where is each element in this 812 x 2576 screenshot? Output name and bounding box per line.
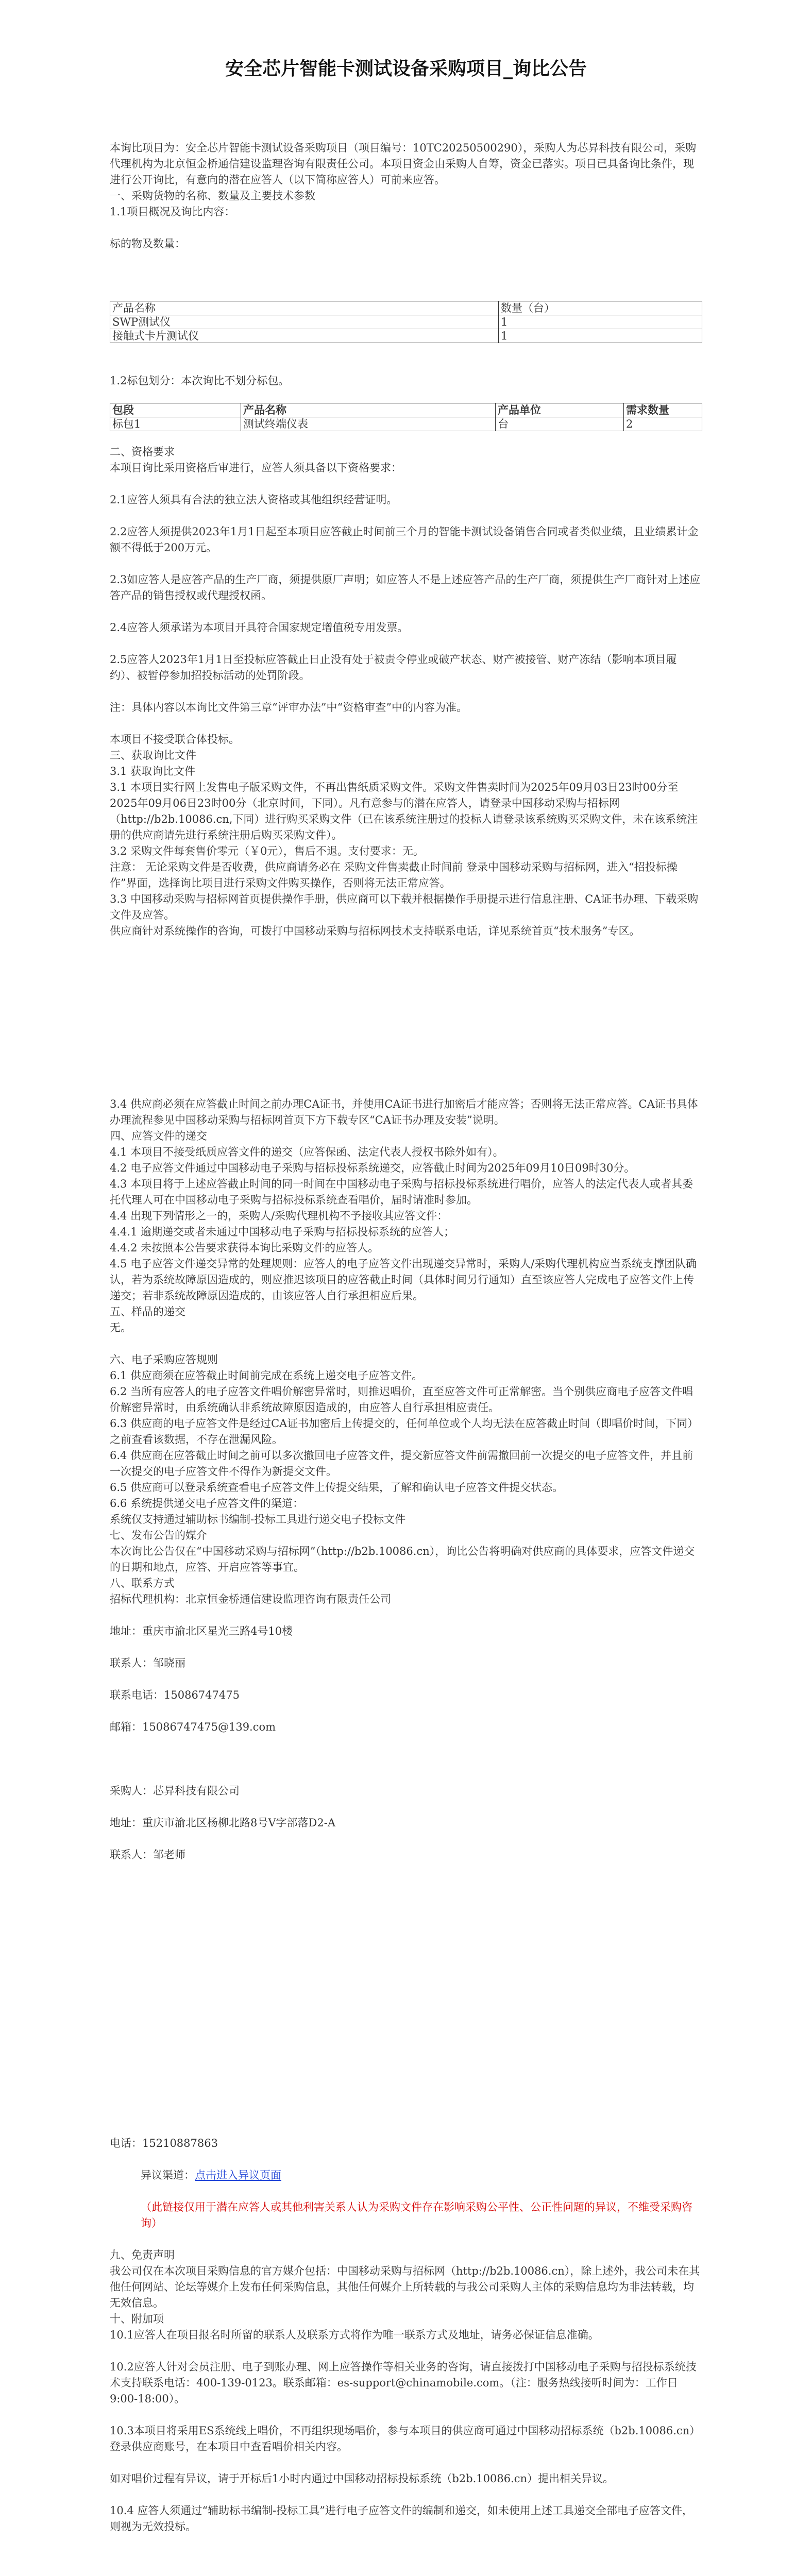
text-line: 4.4.2 未按照本公告要求获得本询比采购文件的应答人。 bbox=[110, 1242, 379, 1254]
blank-line bbox=[110, 604, 702, 620]
objection-section bbox=[110, 2136, 702, 2535]
table-header-row bbox=[110, 403, 702, 417]
table-header-cell: 需求数量 bbox=[624, 403, 702, 417]
blank-line bbox=[110, 2487, 702, 2503]
text-line: 联系人：邹老师 bbox=[110, 1849, 185, 1861]
table-header-row bbox=[110, 301, 702, 315]
table-header-cell: 产品名称 bbox=[241, 403, 496, 417]
submission-section bbox=[110, 1096, 702, 1863]
text-line: 2.1应答人须具有合法的独立法人资格或其他组织经营证明。 bbox=[110, 494, 398, 506]
table-header-cell: 包段 bbox=[110, 403, 241, 417]
blank-line bbox=[110, 1735, 702, 1751]
blank-line bbox=[110, 1799, 702, 1815]
page-title: 安全芯片智能卡测试设备采购项目_询比公告 bbox=[225, 58, 587, 79]
text-line: 联系电话：15086747475 bbox=[110, 1689, 240, 1701]
objection-line bbox=[110, 2167, 702, 2183]
text-line: 本项目不接受联合体投标。 bbox=[110, 733, 240, 745]
text-line: 2.2应答人须提供2023年1月1日起至本项目应答截止时间前三个月的智能卡测试设备销售合同或者类似业绩，且业绩累计金额不得低于200万元。 bbox=[110, 526, 699, 554]
table-row bbox=[110, 329, 702, 343]
table-header-cell: 数量（台） bbox=[499, 301, 702, 315]
table-cell: 台 bbox=[496, 417, 624, 431]
blank-line bbox=[110, 1336, 702, 1352]
text-line: 二、资格要求 bbox=[110, 446, 175, 458]
table-row bbox=[110, 315, 702, 329]
text-line: 10.3本项目将采用ES系统线上唱价，不再组织现场唱价，参与本项目的供应商可通过中国移动招标系统（b2b.10086.cn）登录供应商账号，在本项目中查看唱价相关内容。 bbox=[110, 2425, 701, 2453]
text-line: 6.5 供应商可以登录系统查看电子应答文件上传提交结果，了解和确认电子应答文件提交状态。 bbox=[110, 1481, 564, 1494]
objection-note: （此链接仅用于潜在应答人或其他利害关系人认为采购文件存在影响采购公平性、公正性问题的异议，不维受采购咨询） bbox=[141, 2201, 692, 2229]
table-cell: 测试终端仪表 bbox=[241, 417, 496, 431]
intro-section bbox=[110, 140, 702, 252]
text-line: 6.2 当所有应答人的电子应答文件唱价解密异常时，则推迟唱价，直至应答文件可正常解密。当个别供应商电子应答文件唱价解密异常时，由系统确认非系统故障原因造成的，由应答人自行承担相应责任。 bbox=[110, 1385, 693, 1414]
text-line: 八、联系方式 bbox=[110, 1577, 175, 1589]
text-line: 4.4.1 逾期递交或者未通过中国移动电子采购与招标投标系统的应答人； bbox=[110, 1226, 455, 1238]
package-division-section bbox=[110, 373, 702, 389]
package-table bbox=[110, 403, 702, 431]
objection-label: 异议渠道： bbox=[141, 2169, 195, 2181]
blank-line bbox=[110, 2151, 702, 2167]
text-line: 10.2应答人针对会员注册、电子到账办理、网上应答操作等相关业务的咨询，请直接拨打中国移动电子采购与招投标系统技术支持联系电话：400-139-0123。联系邮箱：es-support@chinamobile.com。（注：服务热线接听时间为：工作日9:00-18:00）。 bbox=[110, 2361, 697, 2405]
table-header-cell: 产品名称 bbox=[110, 301, 499, 315]
blank-line bbox=[110, 684, 702, 700]
text-line: 3.4 供应商必须在应答截止时间之前办理CA证书，并使用CA证书进行加密后才能应答；否则将无法正常应答。CA证书具体办理流程参见中国移动采购与招标网首页下方下载专区“CA证书办理及安装”说明。 bbox=[110, 1098, 698, 1126]
text-line: 供应商针对系统操作的咨询，可拨打中国移动采购与招标网技术支持联系电话，详见系统首页“技术服务”专区。 bbox=[110, 925, 640, 937]
blank-line bbox=[110, 636, 702, 652]
text-line: 3.1 获取询比文件 bbox=[110, 765, 196, 777]
phone-line: 电话：15210887863 bbox=[110, 2137, 218, 2149]
text-line: 招标代理机构：北京恒金桥通信建设监理咨询有限责任公司 bbox=[110, 1593, 391, 1605]
text-line: 本次询比公告仅在“中国移动采购与招标网”（http://b2b.10086.cn），询比公告将明确对供应商的具体要求，应答文件递交的日期和地点，应答、开启应答等事宜。 bbox=[110, 1545, 695, 1573]
product-table bbox=[110, 301, 702, 343]
text-line: 本项目询比采用资格后审进行，应答人须具备以下资格要求： bbox=[110, 462, 402, 474]
intro-paragraph: 本询比项目为：安全芯片智能卡测试设备采购项目（项目编号：10TC20250500290），采购人为芯昇科技有限公司，采购代理机构为北京恒金桥通信建设监理咨询有限责任公司。本项目资金由采购人自筹，资金已落实。项目已具备询比条件，现进行公开询比，有意向的潜在应答人（以下简称应答人）可前来应答。 bbox=[110, 142, 697, 186]
table-cell: 接触式卡片测试仪 bbox=[110, 329, 499, 343]
table-header-cell: 产品单位 bbox=[496, 403, 624, 417]
blank-line bbox=[110, 2407, 702, 2423]
text-line: 6.3 供应商的电子应答文件是经过CA证书加密后上传提交的，任何单位或个人均无法在应答截止时间（即唱价时间，下同）之前查看该数据，不存在泄漏风险。 bbox=[110, 1417, 699, 1446]
text-line: 地址：重庆市渝北区杨柳北路8号V字部落D2-A bbox=[110, 1817, 335, 1829]
blank-line bbox=[110, 1767, 702, 1783]
text-line: 10.4 应答人须通过“辅助标书编制-投标工具”进行电子应答文件的编制和递交，如未使用上述工具递交全部电子应答文件，则视为无效投标。 bbox=[110, 2504, 693, 2533]
section-heading: 一、采购货物的名称、数量及主要技术参数 bbox=[110, 190, 315, 202]
text-line: 注意： 无论采购文件是否收费，供应商请务必在 采购文件售卖截止时间前 登录中国移动采购与招标网，进入“招投标操作”界面，选择询比项目进行采购文件购买操作，否则将无法正常应答。 bbox=[110, 861, 678, 889]
text-line: 六、电子采购应答规则 bbox=[110, 1353, 218, 1366]
blank-line bbox=[110, 1671, 702, 1687]
text-line: 五、样品的递交 bbox=[110, 1306, 185, 1318]
text-line: 注：具体内容以本询比文件第三章“评审办法”中“资格审查”中的内容为准。 bbox=[110, 701, 467, 714]
blank-line bbox=[110, 2183, 702, 2199]
table-cell: 2 bbox=[624, 417, 702, 431]
blank-line bbox=[110, 2343, 702, 2359]
objection-link[interactable]: 点击进入异议页面 bbox=[195, 2169, 281, 2181]
text-line: 2.5应答人2023年1月1日至投标应答截止日止没有处于被责令停业或破产状态、财产被接管、财产冻结（影响本项目履约）、被暂停参加招投标活动的处罚阶段。 bbox=[110, 653, 677, 682]
text-line: 九、免责声明 bbox=[110, 2249, 175, 2261]
blank-line bbox=[110, 1639, 702, 1655]
text-line: 邮箱：15086747475@139.com bbox=[110, 1721, 276, 1733]
table-cell: SWP测试仪 bbox=[110, 315, 499, 329]
blank-line bbox=[110, 508, 702, 524]
text-line: 4.1 本项目不接受纸质应答文件的递交（应答保函、法定代表人授权书除外如有）。 bbox=[110, 1146, 504, 1158]
text-line: 6.6 系统提供递交电子应答文件的渠道： bbox=[110, 1497, 304, 1510]
text-line: 采购人：芯昇科技有限公司 bbox=[110, 1785, 240, 1797]
text-line: 标的物及数量： bbox=[110, 238, 185, 250]
text-line: 七、发布公告的媒介 bbox=[110, 1529, 207, 1541]
text-line: 2.3如应答人是应答产品的生产厂商，须提供原厂声明；如应答人不是上述应答产品的生产厂商，须提供生产厂商针对上述应答产品的销售授权或代理授权函。 bbox=[110, 573, 701, 602]
blank-line bbox=[110, 476, 702, 492]
text-line: 6.1 供应商须在应答截止时间前完成在系统上递交电子应答文件。 bbox=[110, 1369, 423, 1382]
text-line: 四、应答文件的递交 bbox=[110, 1130, 207, 1142]
blank-line bbox=[110, 2231, 702, 2247]
blank-line bbox=[110, 2455, 702, 2471]
text-line: 2.4应答人须承诺为本项目开具符合国家规定增值税专用发票。 bbox=[110, 621, 409, 634]
text-line: 10.1应答人在项目报名时所留的联系人及联系方式将作为唯一联系方式及地址，请务必保证信息准确。 bbox=[110, 2329, 599, 2341]
disclaimer-section bbox=[110, 2247, 702, 2535]
text-line: 3.1 本项目实行网上发售电子版采购文件，不再出售纸质采购文件。采购文件售卖时间为2025年09月03日23时00分至2025年09月06日23时00分（北京时间，下同）。凡有意参与的潜在应答人，请登录中国移动采购与招标网（http://b2b.10086.cn,下同）进行购买采购文件（已在该系统注册过的投标人请登录该系统购买采购文件，未在该系统注册的供应商请先进行系统注册后购买采购文件）。 bbox=[110, 781, 698, 841]
text-line: 3.2 采购文件每套售价零元（￥0元），售后不退。支付要求：无。 bbox=[110, 845, 424, 857]
blank-line bbox=[110, 220, 702, 236]
text-line: 4.2 电子应答文件通过中国移动电子采购与招标投标系统递交，应答截止时间为2025年09月10日09时30分。 bbox=[110, 1162, 635, 1174]
text-line: 十、附加项 bbox=[110, 2313, 164, 2325]
table-cell: 1 bbox=[499, 329, 702, 343]
text-line: 4.3 本项目将于上述应答截止时间的同一时间在中国移动电子采购与招标投标系统进行唱价，应答人的法定代表人或者其委托代理人可在中国移动电子采购与招标投标系统查看唱价，届时请准时参加。 bbox=[110, 1178, 693, 1206]
blank-line bbox=[110, 1703, 702, 1719]
text-line: 地址：重庆市渝北区星光三路4号10楼 bbox=[110, 1625, 293, 1637]
text-line: 1.1项目概况及询比内容： bbox=[110, 206, 235, 218]
text-line: 6.4 供应商在应答截止时间之前可以多次撤回电子应答文件，提交新应答文件前需撤回前一次提交的电子应答文件，并且前一次提交的电子应答文件不得作为新提交文件。 bbox=[110, 1449, 693, 1478]
table-cell: 1 bbox=[499, 315, 702, 329]
text-line: 如对唱价过程有异议，请于开标后1小时内通过中国移动招标投标系统（b2b.10086.cn）提出相关异议。 bbox=[110, 2472, 614, 2485]
blank-line bbox=[110, 1607, 702, 1623]
text-line: 我公司仅在本次项目采购信息的官方媒介包括：中国移动采购与招标网（http://b2b.10086.cn），除上述外，我公司未在其他任何网站、论坛等媒介上发布任何采购信息，其他任何媒介上所转载的与我公司采购人主体的采购信息均为非法转载，均无效信息。 bbox=[110, 2265, 700, 2309]
text-line: 4.5 电子应答文件递交异常的处理规则：应答人的电子应答文件出现递交异常时，采购人/采购代理机构应当系统支撑团队确认，若为系统故障原因造成的，则应推迟该项目的应答截止时间（具体时间另行通知）直至该应答人完成电子应答文件上传递交；若非系统故障原因造成的，由该应答人自行承担相应后果。 bbox=[110, 1258, 697, 1302]
text-line: 联系人：邹晓丽 bbox=[110, 1657, 185, 1669]
text-line: 三、获取询比文件 bbox=[110, 749, 196, 761]
text-line: 系统仅支持通过辅助标书编制-投标工具进行递交电子投标文件 bbox=[110, 1513, 406, 1526]
text-line: 4.4 出现下列情形之一的，采购人/采购代理机构不予接收其应答文件： bbox=[110, 1210, 448, 1222]
table-cell: 标包1 bbox=[110, 417, 241, 431]
blank-line bbox=[110, 556, 702, 572]
blank-line bbox=[110, 1831, 702, 1847]
text-line: 无。 bbox=[110, 1321, 131, 1334]
table-row bbox=[110, 417, 702, 431]
blank-line bbox=[110, 1751, 702, 1767]
blank-line bbox=[110, 716, 702, 732]
text-line: 3.3 中国移动采购与招标网首页提供操作手册，供应商可以下载并根据操作手册提示进行信息注册、CA证书办理、下载采购文件及应答。 bbox=[110, 893, 699, 921]
text-line: 1.2标包划分：本次询比不划分标包。 bbox=[110, 375, 290, 387]
qualification-section bbox=[110, 444, 702, 939]
